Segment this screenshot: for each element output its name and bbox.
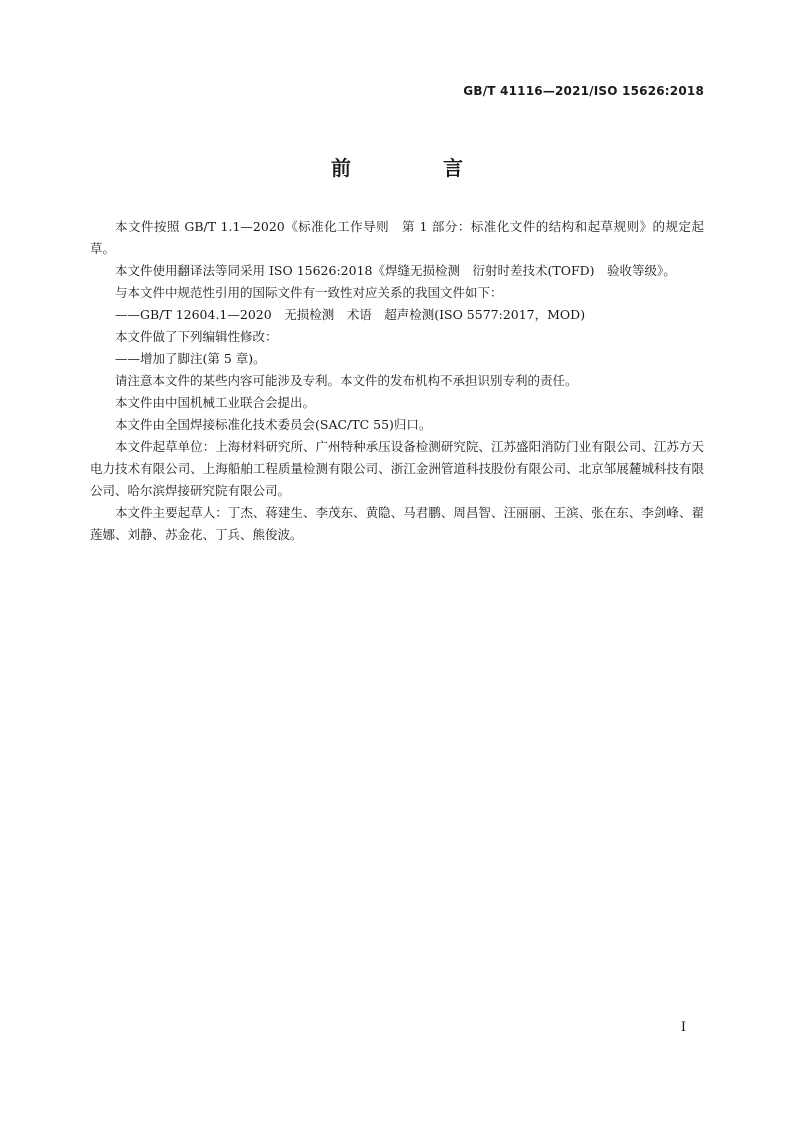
paragraph-patent-notice: 请注意本文件的某些内容可能涉及专利。本文件的发布机构不承担识别专利的责任。 <box>115 373 578 388</box>
paragraph-normative-refs-intro: 与本文件中规范性引用的国际文件有一致性对应关系的我国文件如下： <box>115 285 503 300</box>
paragraph-editorial-change-item: ——增加了脚注(第 5 章)。 <box>115 351 266 366</box>
paragraph-committee: 本文件由全国焊接标准化技术委员会(SAC/TC 55)归口。 <box>115 417 432 432</box>
paragraph-drafting-organizations: 本文件起草单位：上海材料研究所、广州特种承压设备检测研究院、江苏盛阳消防门业有限公司、江苏方天电力技术有限公司、上海船舶工程质量检测有限公司、浙江金洲管道科技股份有限公司、北京邹展麓城科技有限公司、哈尔滨焊接研究院有限公司。 <box>90 439 704 498</box>
paragraph-normative-ref-item: ——GB/T 12604.1—2020 无损检测 术语 超声检测(ISO 5577:2017，MOD) <box>115 307 586 322</box>
paragraph-adoption: 本文件使用翻译法等同采用 ISO 15626:2018《焊缝无损检测 衍射时差技术(TOFD) 验收等级》。 <box>115 263 676 278</box>
page-title: 前 言 <box>331 156 499 180</box>
foreword-body <box>90 216 704 546</box>
paragraph-drafters: 本文件主要起草人：丁杰、蒋建生、李茂东、黄隐、马君鹏、周昌智、汪丽丽、王滨、张在东、李剑峰、翟莲娜、刘静、苏金花、丁兵、熊俊波。 <box>90 505 704 542</box>
standard-code: GB/T 41116—2021/ISO 15626:2018 <box>463 84 704 98</box>
paragraph-drafting-rules: 本文件按照 GB/T 1.1—2020《标准化工作导则 第 1 部分：标准化文件的结构和起草规则》的规定起草。 <box>90 219 704 256</box>
paragraph-editorial-changes-intro: 本文件做了下列编辑性修改： <box>115 329 278 344</box>
page-number: I <box>680 1020 686 1035</box>
paragraph-proposer: 本文件由中国机械工业联合会提出。 <box>115 395 316 410</box>
